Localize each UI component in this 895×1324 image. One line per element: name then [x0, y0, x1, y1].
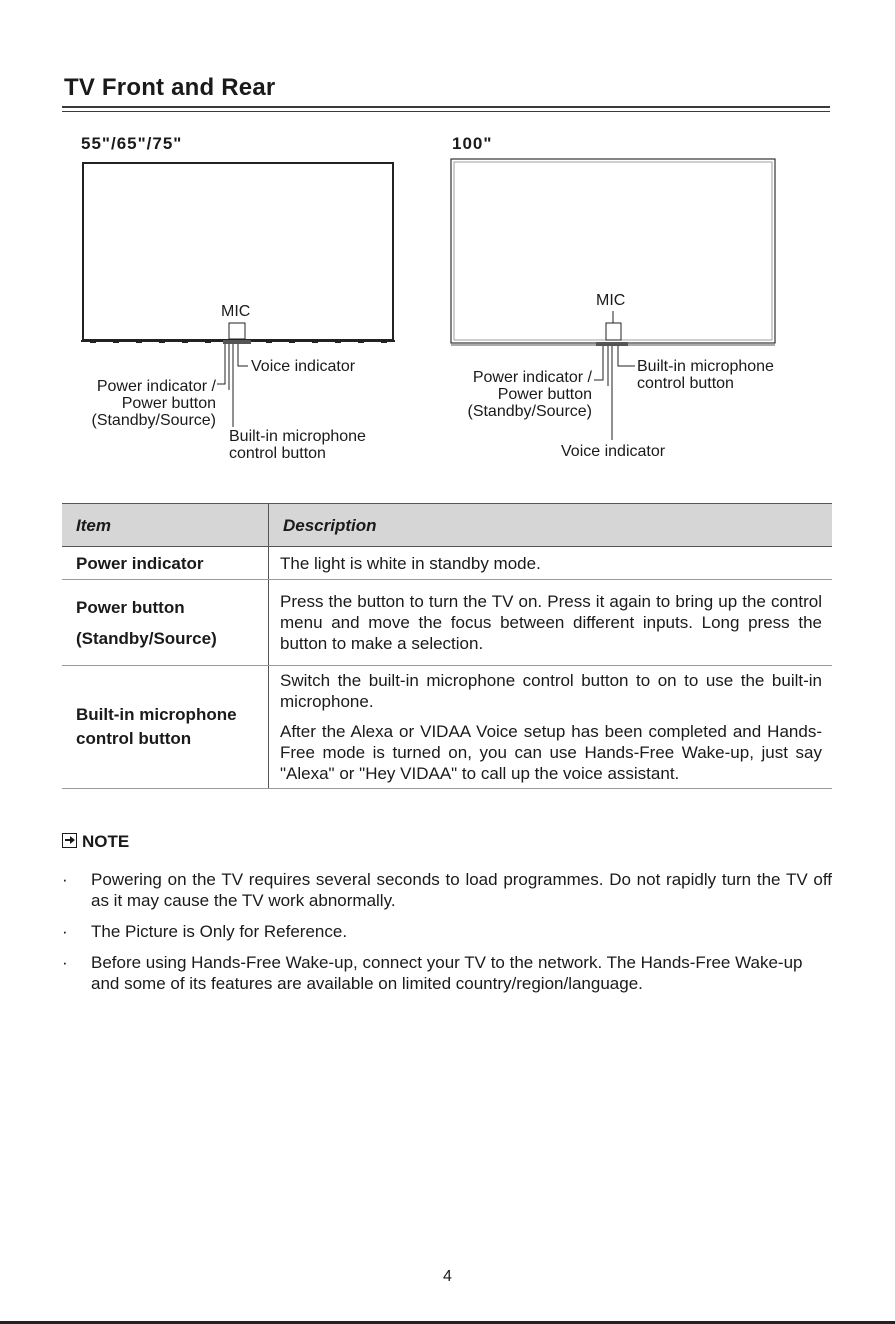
- note-heading: NOTE: [62, 832, 129, 852]
- table-row: [62, 580, 832, 666]
- table-header-row: [62, 504, 832, 547]
- row-description: Switch the built-in microphone control button to on to use the built-in microphone. After the Alexa or VIDAA Voice setup has been completed and Hands-Free mode is turned on, you can use Hands-Free Wake-up, just say "Alexa" or "Hey VIDAA" to call up the voice assistant.: [269, 666, 833, 789]
- note-item: · Powering on the TV requires several seconds to load programmes. Do not rapidly turn the TV off as it may cause the TV work abnormally.: [62, 870, 832, 910]
- bullet: ·: [62, 870, 68, 889]
- row-item: Built-in microphone control button: [62, 666, 269, 789]
- table-row: [62, 547, 832, 580]
- left-mic-button-label: Built-in microphone control button: [229, 428, 366, 462]
- row-item: Power button (Standby/Source): [62, 580, 269, 666]
- row-description: Press the button to turn the TV on. Press it again to bring up the control menu and move the focus between different inputs. Long press the button to make a selection.: [269, 580, 833, 666]
- row-description: The light is white in standby mode.: [269, 547, 833, 580]
- note-item: · Before using Hands-Free Wake-up, connect your TV to the network. The Hands-Free Wake-up and some of its features are available on limited country/region/language.: [62, 953, 803, 993]
- header-item: Item: [62, 504, 269, 547]
- left-power-label: Power indicator / Power button (Standby/Source): [91, 378, 216, 429]
- right-mic-label: MIC: [596, 292, 626, 309]
- left-size-label: 55"/65"/75": [81, 134, 183, 153]
- right-size-label: 100": [452, 134, 493, 153]
- spec-table: [62, 503, 832, 789]
- table-row: [62, 666, 832, 789]
- page-number: 4: [443, 1268, 452, 1285]
- left-mic-label: MIC: [221, 303, 251, 320]
- right-power-label: Power indicator / Power button (Standby/Source): [467, 369, 592, 420]
- right-voice-indicator-label: Voice indicator: [561, 443, 666, 460]
- row-item: Power indicator: [62, 547, 269, 580]
- right-mic-button-label: Built-in microphone control button: [637, 358, 774, 392]
- arrow-box-icon: [62, 833, 77, 848]
- header-description: Description: [269, 504, 833, 547]
- bullet: ·: [62, 953, 68, 972]
- left-voice-indicator-label: Voice indicator: [251, 358, 356, 375]
- page-title: TV Front and Rear: [64, 74, 276, 101]
- bullet: ·: [62, 922, 68, 941]
- note-item: · The Picture is Only for Reference.: [62, 922, 348, 941]
